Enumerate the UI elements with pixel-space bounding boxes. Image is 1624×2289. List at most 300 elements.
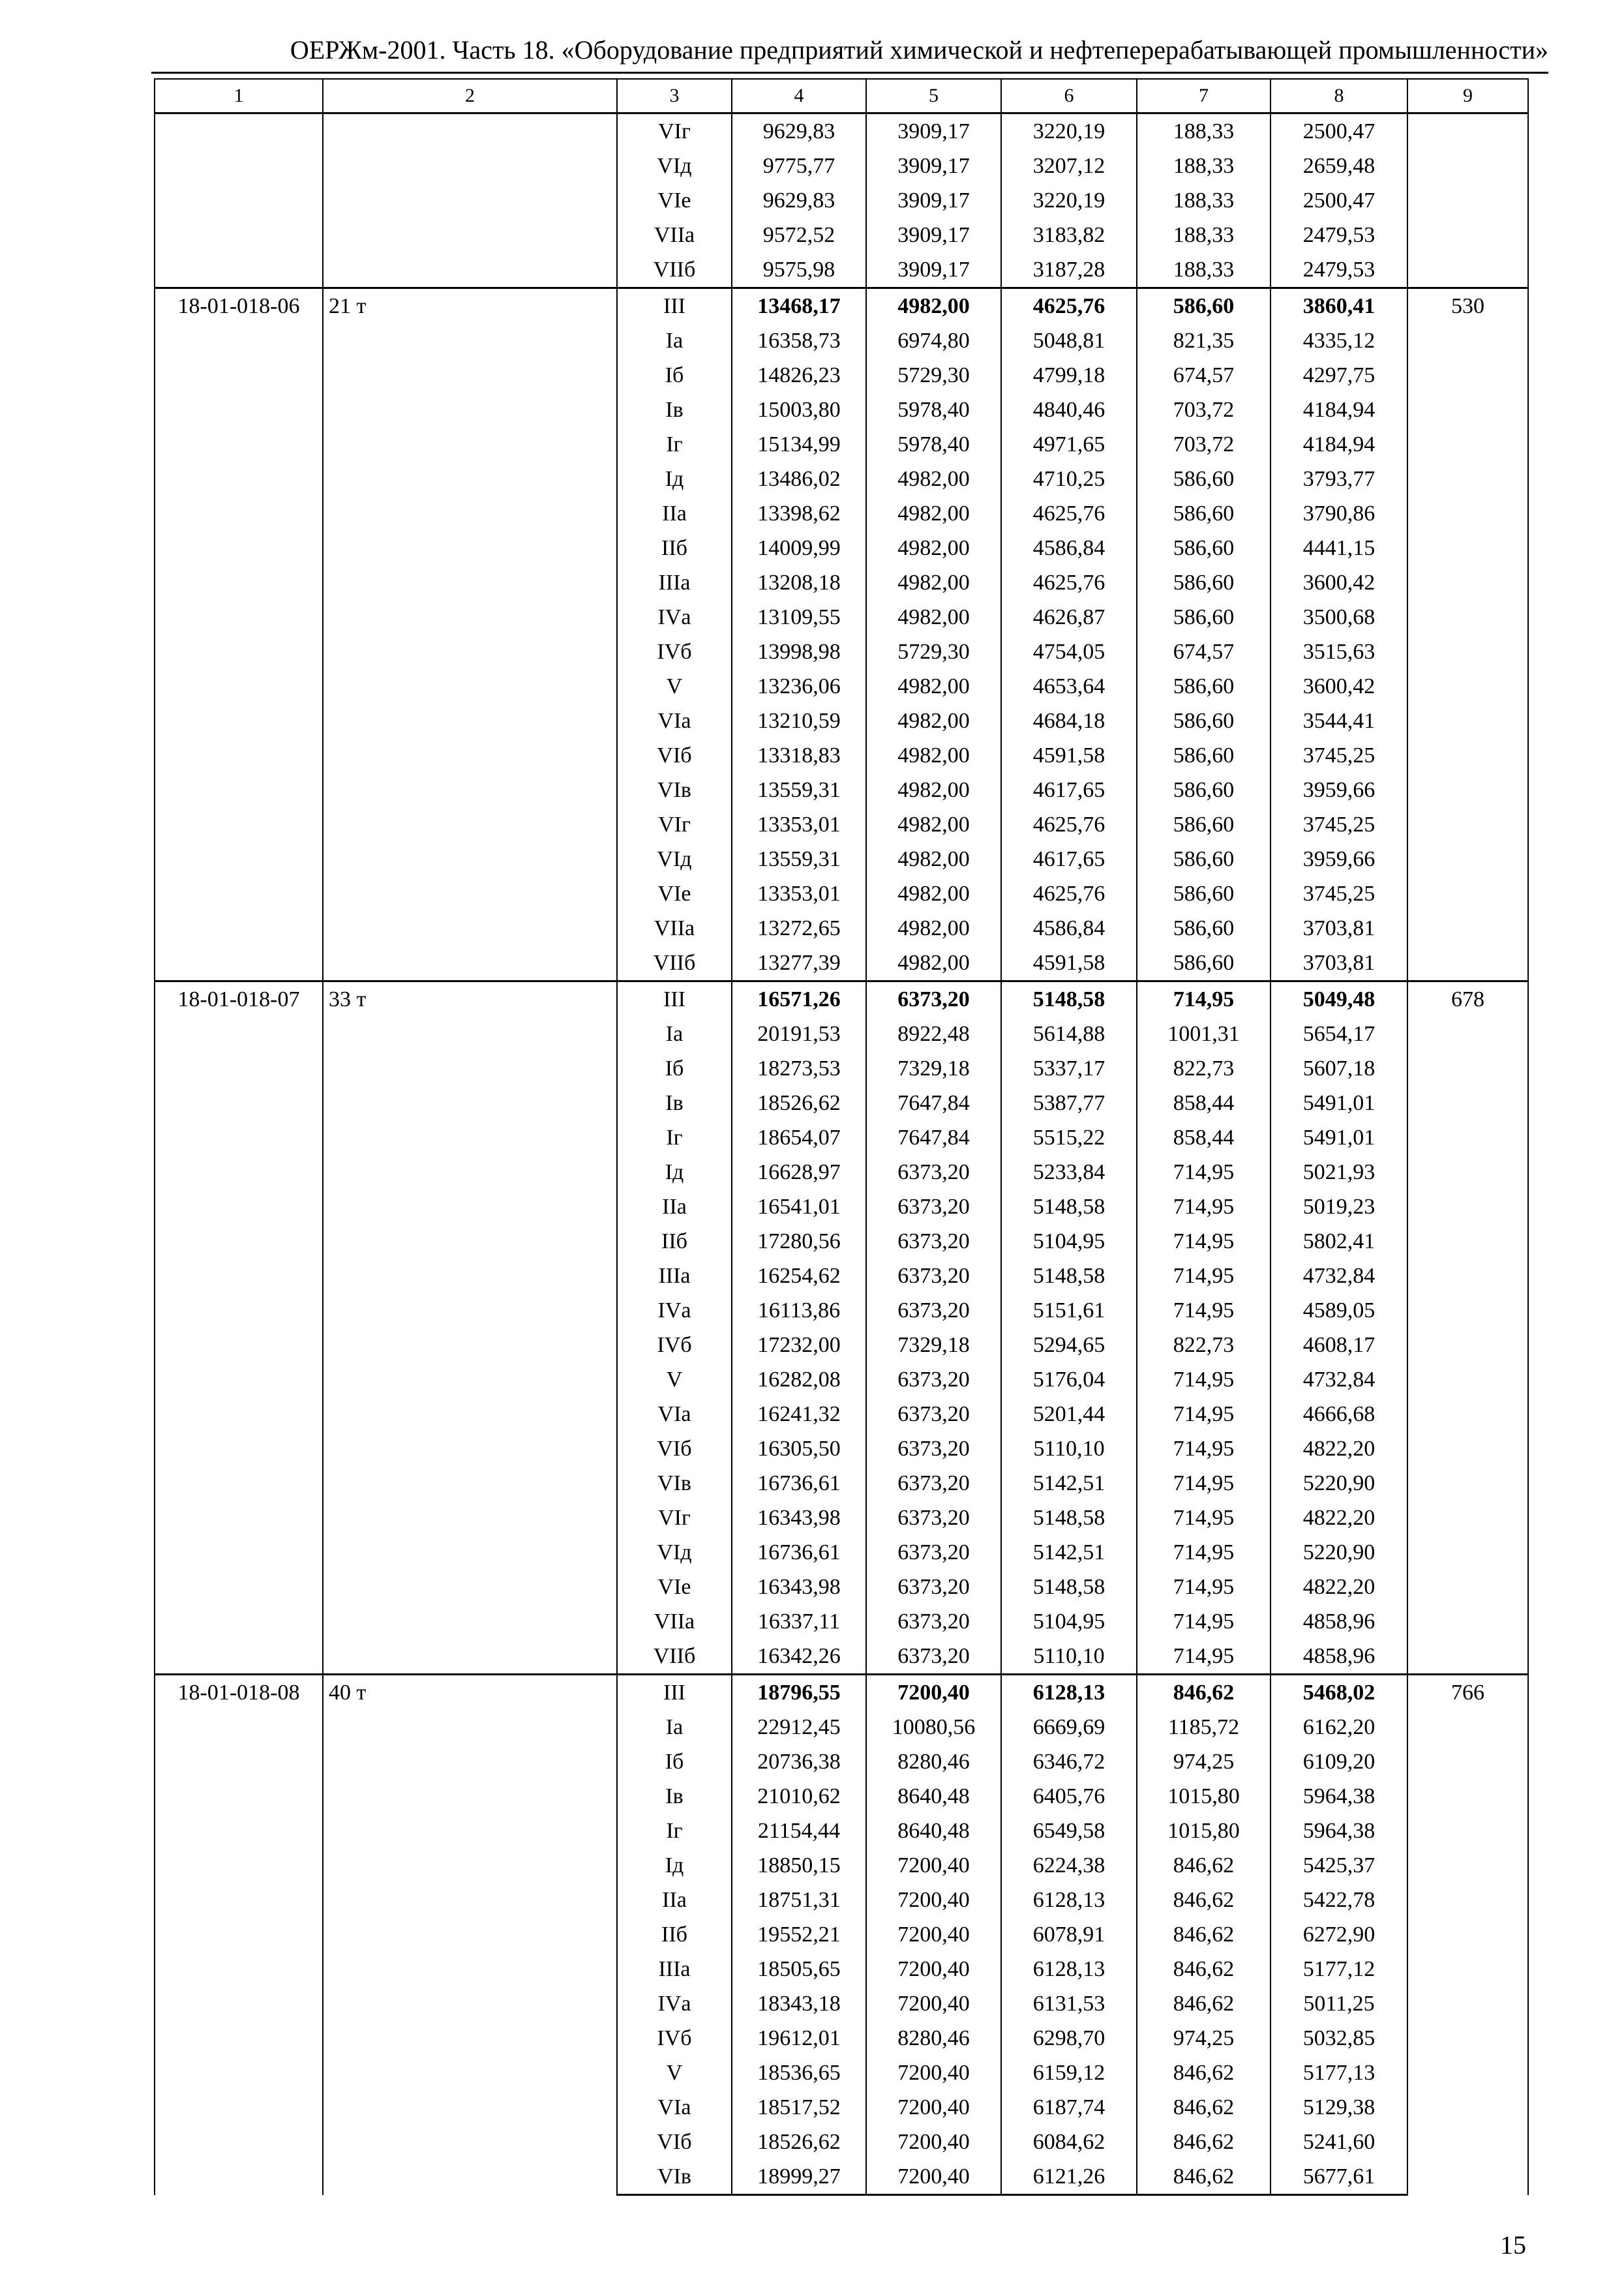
machine-operation: 3207,12 [1001,149,1137,183]
materials-cost: 5422,78 [1271,1883,1407,1917]
materials-cost: 4297,75 [1271,358,1407,393]
materials-cost: 3745,25 [1271,807,1407,842]
machinist-wages: 714,95 [1137,981,1271,1017]
machinist-wages: 858,44 [1137,1086,1271,1120]
variant-code: VIг [617,1501,732,1535]
machinist-wages: 1001,31 [1137,1017,1271,1051]
machine-operation: 4591,58 [1001,738,1137,773]
wages: 4982,00 [866,669,1001,704]
wages: 3909,17 [866,183,1001,218]
column-number: 9 [1407,79,1528,113]
machinist-wages: 714,95 [1137,1362,1271,1397]
wages: 8280,46 [866,2021,1001,2056]
machine-operation: 5337,17 [1001,1051,1137,1086]
machinist-wages: 188,33 [1137,218,1271,252]
variant-code: VIа [617,704,732,738]
total-cost: 18654,07 [732,1120,866,1155]
total-cost: 13998,98 [732,635,866,669]
machine-operation: 5151,61 [1001,1293,1137,1328]
wages: 7200,40 [866,2125,1001,2159]
materials-cost: 3745,25 [1271,876,1407,911]
total-cost: 16343,98 [732,1501,866,1535]
machine-operation: 3220,19 [1001,113,1137,149]
machinist-wages: 1015,80 [1137,1779,1271,1814]
equipment-mass [323,113,617,288]
machine-operation: 4586,84 [1001,531,1137,565]
total-cost: 14009,99 [732,531,866,565]
variant-code: V [617,1362,732,1397]
machinist-wages: 714,95 [1137,1189,1271,1224]
materials-cost: 5491,01 [1271,1086,1407,1120]
machinist-wages: 1015,80 [1137,1814,1271,1848]
wages: 6373,20 [866,1224,1001,1259]
machinist-wages: 586,60 [1137,738,1271,773]
total-cost: 13318,83 [732,738,866,773]
materials-cost: 5468,02 [1271,1675,1407,1711]
wages: 7200,40 [866,1952,1001,1986]
wages: 6373,20 [866,1466,1001,1501]
variant-code: IIIа [617,1952,732,1986]
machine-operation: 4971,65 [1001,427,1137,462]
variant-code: IIа [617,1883,732,1917]
machinist-wages: 846,62 [1137,1986,1271,2021]
materials-cost: 4822,20 [1271,1501,1407,1535]
materials-cost: 4335,12 [1271,323,1407,358]
variant-code: III [617,288,732,324]
total-cost: 16241,32 [732,1397,866,1431]
machine-operation: 4617,65 [1001,773,1137,807]
materials-cost: 3745,25 [1271,738,1407,773]
total-cost: 16571,26 [732,981,866,1017]
materials-cost: 3959,66 [1271,842,1407,876]
machine-operation: 6405,76 [1001,1779,1137,1814]
machine-operation: 5104,95 [1001,1224,1137,1259]
total-cost: 18526,62 [732,2125,866,2159]
machine-operation: 4586,84 [1001,911,1137,946]
machine-operation: 6549,58 [1001,1814,1137,1848]
machinist-wages: 846,62 [1137,2159,1271,2195]
materials-cost: 3703,81 [1271,911,1407,946]
machinist-wages: 586,60 [1137,288,1271,324]
variant-code: VIIа [617,911,732,946]
materials-cost: 3544,41 [1271,704,1407,738]
wages: 4982,00 [866,842,1001,876]
total-cost: 15003,80 [732,393,866,427]
column-number: 2 [323,79,617,113]
machine-operation: 5142,51 [1001,1535,1137,1570]
wages: 10080,56 [866,1710,1001,1744]
variant-code: VIе [617,1570,732,1604]
labor-hours: 766 [1407,1675,1528,2195]
machine-operation: 4625,76 [1001,496,1137,531]
page-header: ОЕРЖм-2001. Часть 18. «Оборудование предприятий химической и нефтеперерабатывающей промышленности» [290,35,1548,65]
column-number: 6 [1001,79,1137,113]
table-row [155,113,1528,149]
machinist-wages: 846,62 [1137,2125,1271,2159]
machine-operation: 3183,82 [1001,218,1137,252]
materials-cost: 4732,84 [1271,1259,1407,1293]
materials-cost: 2500,47 [1271,113,1407,149]
wages: 7200,40 [866,2090,1001,2125]
machinist-wages: 858,44 [1137,1120,1271,1155]
variant-code: IVа [617,600,732,635]
wages: 4982,00 [866,600,1001,635]
column-number: 7 [1137,79,1271,113]
machinist-wages: 586,60 [1137,704,1271,738]
machinist-wages: 586,60 [1137,842,1271,876]
total-cost: 16305,50 [732,1431,866,1466]
machine-operation: 4625,76 [1001,807,1137,842]
variant-code: IVа [617,1986,732,2021]
machinist-wages: 188,33 [1137,149,1271,183]
machine-operation: 4653,64 [1001,669,1137,704]
labor-hours [1407,113,1528,288]
machinist-wages: 822,73 [1137,1328,1271,1362]
total-cost: 16736,61 [732,1466,866,1501]
variant-code: VIIб [617,946,732,981]
wages: 6373,20 [866,1604,1001,1639]
machinist-wages: 821,35 [1137,323,1271,358]
machinist-wages: 714,95 [1137,1293,1271,1328]
materials-cost: 4858,96 [1271,1639,1407,1675]
total-cost: 13277,39 [732,946,866,981]
materials-cost: 2659,48 [1271,149,1407,183]
total-cost: 18526,62 [732,1086,866,1120]
machine-operation: 4625,76 [1001,565,1137,600]
total-cost: 17232,00 [732,1328,866,1362]
total-cost: 16343,98 [732,1570,866,1604]
labor-hours: 530 [1407,288,1528,981]
total-cost: 13486,02 [732,462,866,496]
machinist-wages: 586,60 [1137,946,1271,981]
materials-cost: 4858,96 [1271,1604,1407,1639]
total-cost: 9572,52 [732,218,866,252]
machinist-wages: 714,95 [1137,1570,1271,1604]
machine-operation: 4626,87 [1001,600,1137,635]
machine-operation: 5233,84 [1001,1155,1137,1189]
total-cost: 16254,62 [732,1259,866,1293]
total-cost: 16358,73 [732,323,866,358]
total-cost: 13559,31 [732,773,866,807]
variant-code: VIд [617,842,732,876]
total-cost: 13236,06 [732,669,866,704]
machinist-wages: 674,57 [1137,635,1271,669]
machinist-wages: 586,60 [1137,600,1271,635]
wages: 7200,40 [866,1848,1001,1883]
variant-code: IIб [617,531,732,565]
column-number: 5 [866,79,1001,113]
materials-cost: 6109,20 [1271,1744,1407,1779]
variant-code: IIб [617,1224,732,1259]
machine-operation: 6078,91 [1001,1917,1137,1952]
materials-cost: 5019,23 [1271,1189,1407,1224]
total-cost: 13109,55 [732,600,866,635]
variant-code: V [617,2056,732,2090]
wages: 4982,00 [866,531,1001,565]
wages: 5729,30 [866,635,1001,669]
materials-cost: 3793,77 [1271,462,1407,496]
machine-operation: 5176,04 [1001,1362,1137,1397]
wages: 4982,00 [866,876,1001,911]
wages: 6373,20 [866,1259,1001,1293]
page-number: 15 [1500,2230,1526,2260]
total-cost: 18850,15 [732,1848,866,1883]
wages: 6373,20 [866,1293,1001,1328]
materials-cost: 6272,90 [1271,1917,1407,1952]
column-number: 8 [1271,79,1407,113]
total-cost: 9575,98 [732,252,866,288]
variant-code: IVб [617,1328,732,1362]
machinist-wages: 714,95 [1137,1604,1271,1639]
wages: 5978,40 [866,427,1001,462]
total-cost: 18751,31 [732,1883,866,1917]
materials-cost: 4184,94 [1271,427,1407,462]
machinist-wages: 188,33 [1137,183,1271,218]
total-cost: 16342,26 [732,1639,866,1675]
machinist-wages: 846,62 [1137,1883,1271,1917]
machinist-wages: 586,60 [1137,807,1271,842]
machine-operation: 5148,58 [1001,1501,1137,1535]
total-cost: 19612,01 [732,2021,866,2056]
total-cost: 15134,99 [732,427,866,462]
wages: 6373,20 [866,1431,1001,1466]
machine-operation: 6159,12 [1001,2056,1137,2090]
materials-cost: 4822,20 [1271,1431,1407,1466]
materials-cost: 3703,81 [1271,946,1407,981]
machine-operation: 4591,58 [1001,946,1137,981]
machine-operation: 4625,76 [1001,288,1137,324]
machine-operation: 5148,58 [1001,1189,1137,1224]
total-cost: 18999,27 [732,2159,866,2195]
variant-code: VIIб [617,1639,732,1675]
variant-code: VIб [617,1431,732,1466]
materials-cost: 3500,68 [1271,600,1407,635]
wages: 8280,46 [866,1744,1001,1779]
wages: 3909,17 [866,113,1001,149]
machine-operation: 6128,13 [1001,1952,1137,1986]
total-cost: 13353,01 [732,807,866,842]
variant-code: VIб [617,738,732,773]
machinist-wages: 586,60 [1137,531,1271,565]
wages: 3909,17 [866,218,1001,252]
variant-code: VIг [617,113,732,149]
total-cost: 22912,45 [732,1710,866,1744]
materials-cost: 4589,05 [1271,1293,1407,1328]
machine-operation: 5142,51 [1001,1466,1137,1501]
total-cost: 13210,59 [732,704,866,738]
materials-cost: 2479,53 [1271,218,1407,252]
materials-cost: 5654,17 [1271,1017,1407,1051]
total-cost: 18536,65 [732,2056,866,2090]
machinist-wages: 846,62 [1137,1848,1271,1883]
machinist-wages: 586,60 [1137,669,1271,704]
machinist-wages: 846,62 [1137,2090,1271,2125]
wages: 6373,20 [866,1397,1001,1431]
machinist-wages: 674,57 [1137,358,1271,393]
materials-cost: 4441,15 [1271,531,1407,565]
materials-cost: 5220,90 [1271,1535,1407,1570]
materials-cost: 5677,61 [1271,2159,1407,2195]
wages: 8640,48 [866,1779,1001,1814]
variant-code: Iд [617,1155,732,1189]
machine-operation: 5110,10 [1001,1639,1137,1675]
machine-operation: 5048,81 [1001,323,1137,358]
variant-code: IVб [617,635,732,669]
wages: 4982,00 [866,462,1001,496]
machine-operation: 3220,19 [1001,183,1137,218]
variant-code: Iб [617,358,732,393]
materials-cost: 4666,68 [1271,1397,1407,1431]
total-cost: 13208,18 [732,565,866,600]
materials-cost: 3959,66 [1271,773,1407,807]
machinist-wages: 714,95 [1137,1535,1271,1570]
machinist-wages: 846,62 [1137,1952,1271,1986]
variant-code: VIIа [617,1604,732,1639]
variant-code: Iд [617,1848,732,1883]
wages: 7200,40 [866,1917,1001,1952]
total-cost: 13559,31 [732,842,866,876]
machinist-wages: 822,73 [1137,1051,1271,1086]
materials-cost: 5964,38 [1271,1814,1407,1848]
machinist-wages: 714,95 [1137,1224,1271,1259]
variant-code: Iб [617,1051,732,1086]
wages: 7200,40 [866,1883,1001,1917]
variant-code: VIв [617,1466,732,1501]
wages: 4982,00 [866,911,1001,946]
total-cost: 16282,08 [732,1362,866,1397]
variant-code: Iв [617,1086,732,1120]
materials-cost: 2479,53 [1271,252,1407,288]
wages: 7647,84 [866,1120,1001,1155]
machine-operation: 5110,10 [1001,1431,1137,1466]
total-cost: 19552,21 [732,1917,866,1952]
variant-code: IIа [617,496,732,531]
machine-operation: 4840,46 [1001,393,1137,427]
wages: 6373,20 [866,1639,1001,1675]
machinist-wages: 188,33 [1137,252,1271,288]
wages: 4982,00 [866,773,1001,807]
materials-cost: 4822,20 [1271,1570,1407,1604]
machinist-wages: 703,72 [1137,393,1271,427]
wages: 7200,40 [866,2056,1001,2090]
wages: 4982,00 [866,704,1001,738]
variant-code: VIв [617,2159,732,2195]
materials-cost: 5964,38 [1271,1779,1407,1814]
machinist-wages: 586,60 [1137,565,1271,600]
total-cost: 16337,11 [732,1604,866,1639]
variant-code: Iв [617,393,732,427]
machinist-wages: 714,95 [1137,1639,1271,1675]
materials-cost: 4732,84 [1271,1362,1407,1397]
materials-cost: 4184,94 [1271,393,1407,427]
column-number: 3 [617,79,732,113]
wages: 8640,48 [866,1814,1001,1848]
wages: 6373,20 [866,1189,1001,1224]
total-cost: 13398,62 [732,496,866,531]
variant-code: Iа [617,1710,732,1744]
total-cost: 14826,23 [732,358,866,393]
materials-cost: 5425,37 [1271,1848,1407,1883]
wages: 6373,20 [866,1362,1001,1397]
variant-code: VIа [617,1397,732,1431]
wages: 6373,20 [866,1501,1001,1535]
wages: 6373,20 [866,981,1001,1017]
materials-cost: 5032,85 [1271,2021,1407,2056]
total-cost: 9629,83 [732,113,866,149]
materials-cost: 5241,60 [1271,2125,1407,2159]
materials-cost: 5021,93 [1271,1155,1407,1189]
materials-cost: 3860,41 [1271,288,1407,324]
variant-code: Iд [617,462,732,496]
variant-code: III [617,1675,732,1711]
machine-operation: 6346,72 [1001,1744,1137,1779]
machine-operation: 6128,13 [1001,1675,1137,1711]
materials-cost: 5802,41 [1271,1224,1407,1259]
variant-code: IIб [617,1917,732,1952]
table-row [155,981,1528,1017]
machine-operation: 6298,70 [1001,2021,1137,2056]
machine-operation: 5148,58 [1001,1259,1137,1293]
wages: 7200,40 [866,2159,1001,2195]
wages: 4982,00 [866,946,1001,981]
variant-code: Iг [617,1814,732,1848]
variant-code: VIе [617,183,732,218]
table-row [155,1675,1528,1711]
total-cost: 9629,83 [732,183,866,218]
total-cost: 13272,65 [732,911,866,946]
materials-cost: 3600,42 [1271,565,1407,600]
norm-code: 18-01-018-08 [155,1675,323,2195]
variant-code: V [617,669,732,704]
variant-code: VIв [617,773,732,807]
total-cost: 13353,01 [732,876,866,911]
wages: 6373,20 [866,1570,1001,1604]
machine-operation: 5614,88 [1001,1017,1137,1051]
variant-code: VIб [617,2125,732,2159]
total-cost: 17280,56 [732,1224,866,1259]
machine-operation: 5104,95 [1001,1604,1137,1639]
materials-cost: 3600,42 [1271,669,1407,704]
machine-operation: 5148,58 [1001,1570,1137,1604]
wages: 5978,40 [866,393,1001,427]
norm-code [155,113,323,288]
total-cost: 20191,53 [732,1017,866,1051]
total-cost: 16541,01 [732,1189,866,1224]
materials-cost: 3790,86 [1271,496,1407,531]
total-cost: 16628,97 [732,1155,866,1189]
machine-operation: 6084,62 [1001,2125,1137,2159]
wages: 3909,17 [866,149,1001,183]
norm-code: 18-01-018-07 [155,981,323,1675]
wages: 4982,00 [866,565,1001,600]
total-cost: 20736,38 [732,1744,866,1779]
materials-cost: 5491,01 [1271,1120,1407,1155]
equipment-mass: 40 т [323,1675,617,2195]
variant-code: VIа [617,2090,732,2125]
machinist-wages: 703,72 [1137,427,1271,462]
variant-code: III [617,981,732,1017]
wages: 6373,20 [866,1535,1001,1570]
wages: 8922,48 [866,1017,1001,1051]
machine-operation: 5515,22 [1001,1120,1137,1155]
machine-operation: 3187,28 [1001,252,1137,288]
equipment-mass: 21 т [323,288,617,981]
wages: 7200,40 [866,1986,1001,2021]
wages: 6373,20 [866,1155,1001,1189]
variant-code: VIе [617,876,732,911]
column-number: 1 [155,79,323,113]
variant-code: Iа [617,323,732,358]
